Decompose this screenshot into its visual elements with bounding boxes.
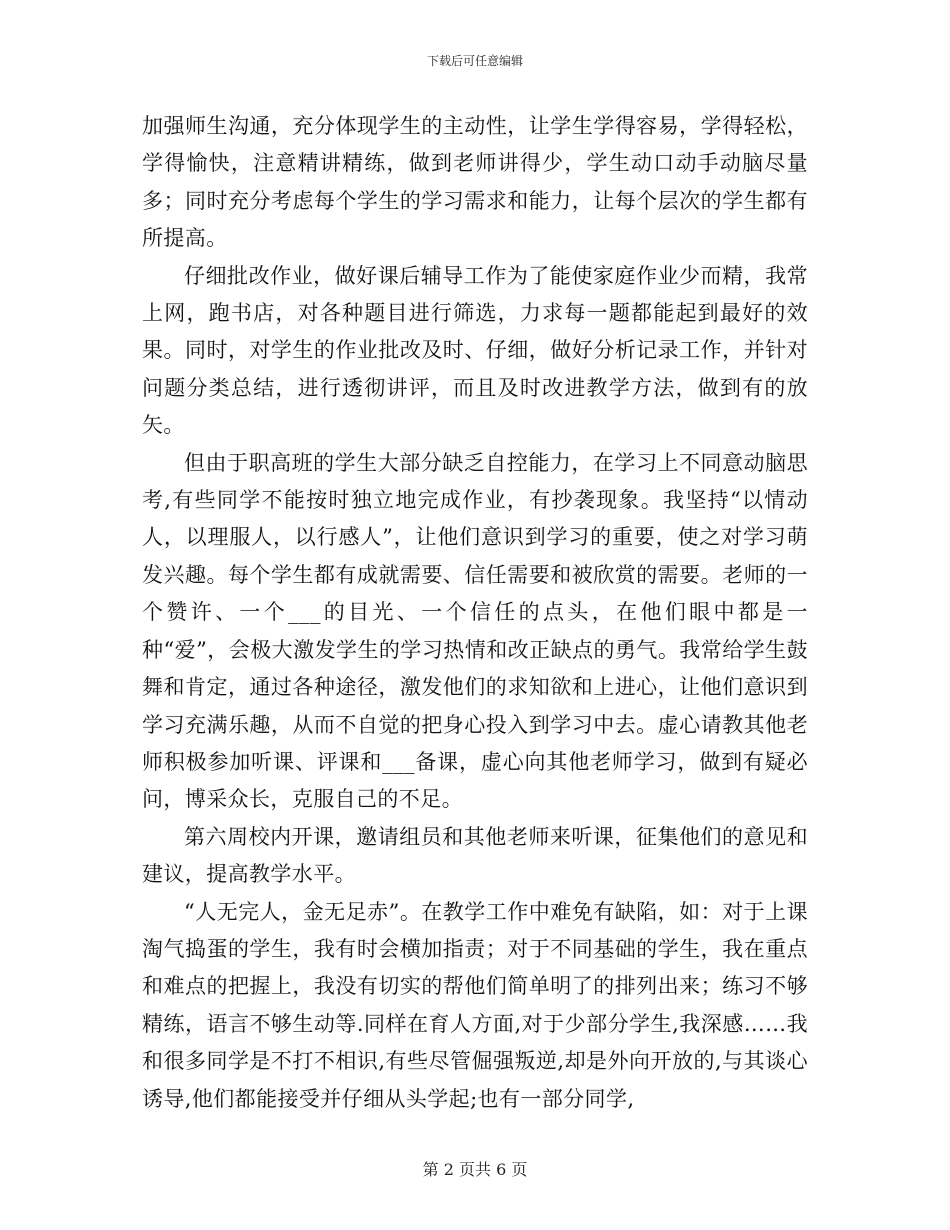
- page-header: 下载后可任意编辑: [426, 54, 523, 68]
- paragraph-2: 仔细批改作业，做好课后辅导工作为了能使家庭作业少而精，我常上网，跑书店，对各种题目进行筛选，力求每一题都能起到最好的效果。同时，对学生的作业批改及时、仔细，做好分析记录工作，并针对问题分类总结，进行透彻讲评，而且及时改进教学方法，做到有的放矢。: [142, 263, 808, 438]
- paragraph-3: 但由于职高班的学生大部分缺乏自控能力，在学习上不同意动脑思考,有些同学不能按时独立地完成作业，有抄袭现象。我坚持“以情动人，以理服人，以行感人”，让他们意识到学习的重要，使之对学习萌发兴趣。每个学生都有成就需要、信任需要和被欣赏的需要。老师的一个赞许、一个___的目光、一个信任的点头，在他们眼中都是一种“爱”，会极大激发学生的学习热情和改正缺点的勇气。我常给学生鼓舞和肯定，通过各种途径，激发他们的求知欲和上进心，让他们意识到学习充满乐趣，从而不自觉的把身心投入到学习中去。虚心请教其他老师积极参加听课、评课和___备课，虚心向其他老师学习，做到有疑必问，博采众长，克服自己的不足。: [142, 450, 808, 812]
- page-number: 第 2 页共 6 页: [422, 1160, 528, 1179]
- paragraph-4: 第六周校内开课，邀请组员和其他老师来听课，征集他们的意见和建议，提高教学水平。: [142, 824, 808, 887]
- document-body: [142, 108, 808, 1118]
- paragraph-5: “人无完人，金无足赤”。在教学工作中难免有缺陷，如：对于上课淘气捣蛋的学生，我有时会横加指责；对于不同基础的学生，我在重点和难点的把握上，我没有切实的帮他们简单明了的排列出来；练习不够精练，语言不够生动等.同样在育人方面,对于少部分学生,我深感……我和很多同学是不打不相识,有些尽管倔强叛逆,却是外向开放的,与其谈心诱导,他们都能接受并仔细从头学起;也有一部分同学,: [142, 899, 808, 1111]
- paragraph-1: 加强师生沟通，充分体现学生的主动性，让学生学得容易，学得轻松，学得愉快，注意精讲精练，做到老师讲得少，学生动口动手动脑尽量多；同时充分考虑每个学生的学习需求和能力，让每个层次的学生都有所提高。: [142, 114, 808, 251]
